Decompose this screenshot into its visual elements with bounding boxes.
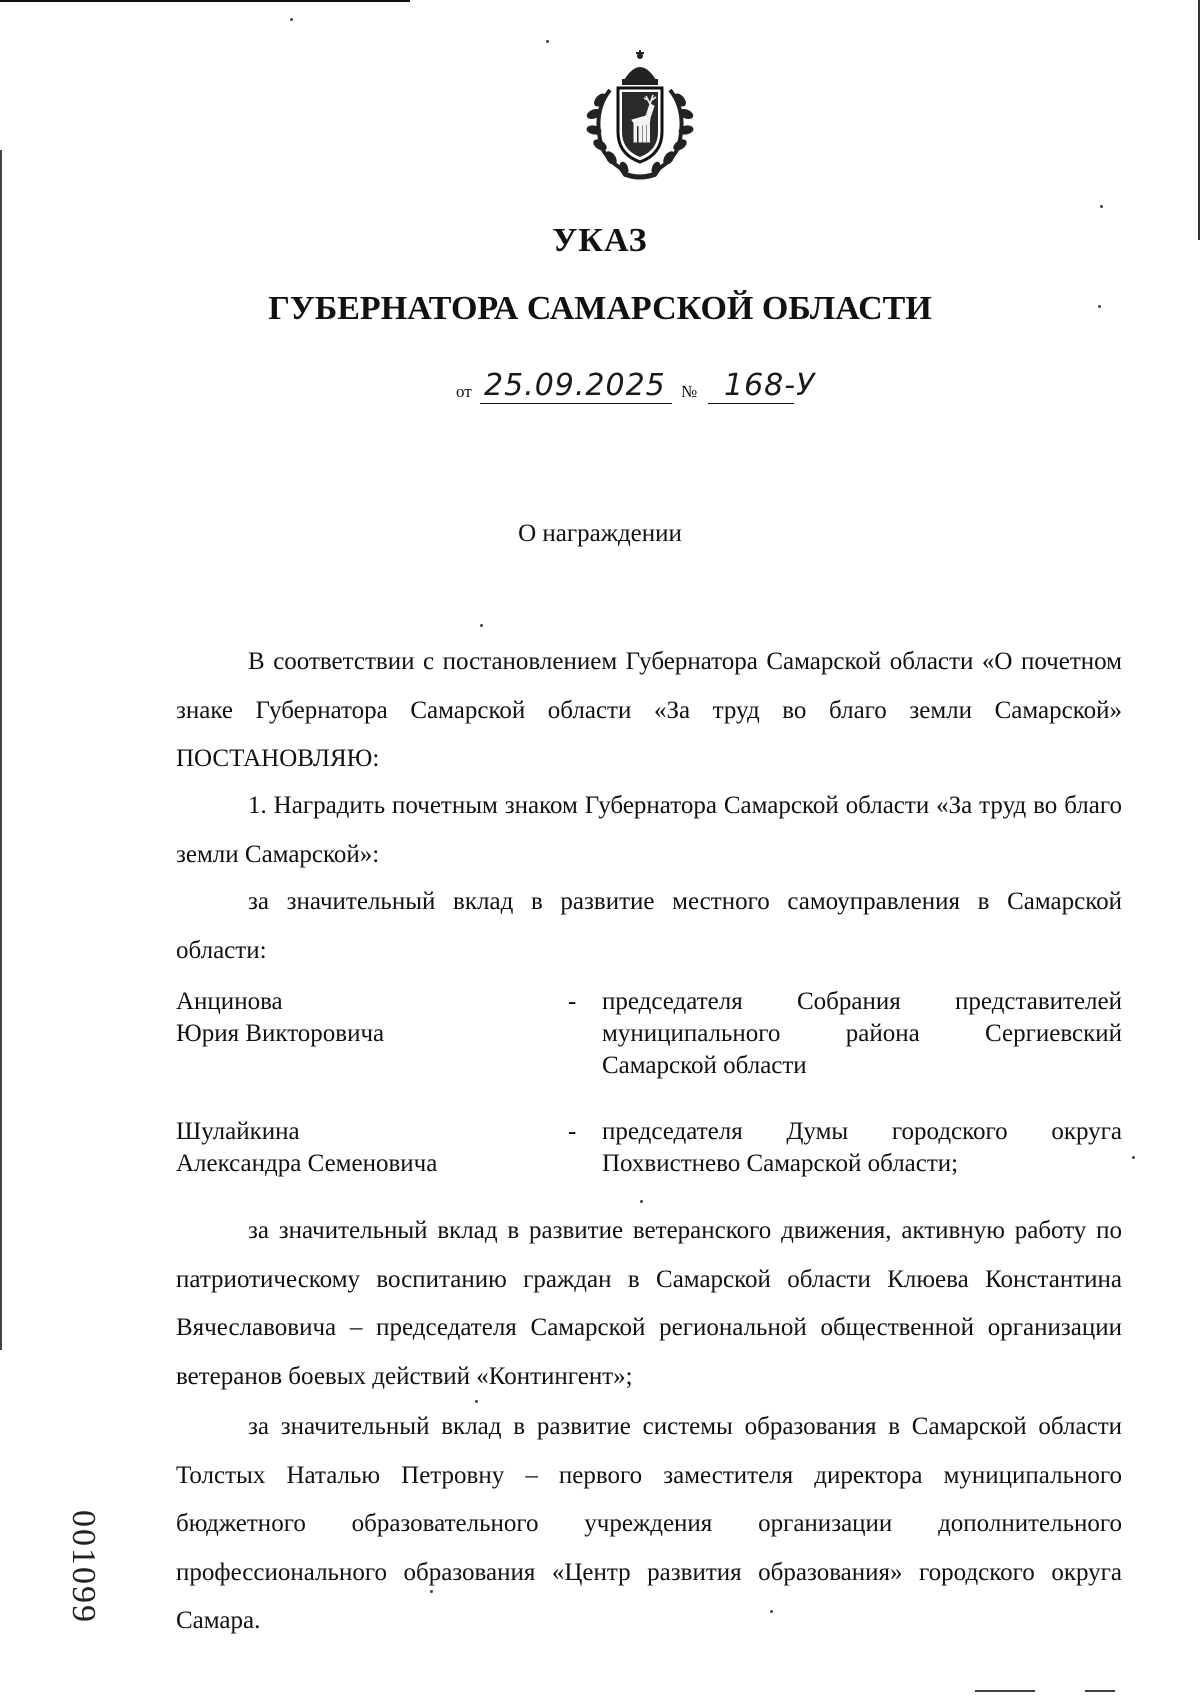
- decree-title: УКАЗ: [552, 222, 648, 259]
- handwritten-number: 168-У: [724, 368, 816, 403]
- group-2-paragraph: за значительный вклад в развитие ветеранского движения, активную работу по патриотическому воспитанию граждан в Самарской области Клюева Константина Вячеславовича – председателя Самарской региональной общественной организации ветеранов боевых действий «Контингент»;: [176, 1217, 1122, 1390]
- number-underline: [708, 403, 794, 405]
- awardee-position: председателя Собрания представителей муниципального района Сергиевский Самарской области: [602, 988, 1122, 1079]
- scan-speck: [546, 40, 549, 43]
- footer-scan-marks: [975, 1690, 1115, 1693]
- group-1-reason: за значительный вклад в развитие местного самоуправления в Самарской области:: [176, 888, 1122, 964]
- awardee-given-names: Юрия Викторовича: [176, 1020, 385, 1047]
- coat-of-arms-emblem: [580, 50, 700, 180]
- awardee-name: [176, 1116, 556, 1180]
- handwritten-date: 25.09.2025: [484, 368, 666, 403]
- decree-subject: О награждении: [518, 520, 682, 547]
- issuer-title: ГУБЕРНАТОРА САМАРСКОЙ ОБЛАСТИ: [268, 290, 932, 327]
- group-3-paragraph: за значительный вклад в развитие системы образования в Самарской области Толстых Наталью Петровну – первого заместителя директора муниципального бюджетного образовательного учреждения организации дополнительного профессионального образования «Центр развития образования» городского округа Самара.: [176, 1413, 1122, 1634]
- item-1-paragraph: 1. Наградить почетным знаком Губернатора Самарской области «За труд во благо земли Самарской»:: [176, 792, 1122, 868]
- scan-speck: [290, 18, 293, 21]
- scan-speck: [480, 624, 483, 627]
- blank-serial-number: 001099: [65, 1510, 102, 1624]
- scan-edge-left: [0, 150, 2, 1350]
- date-label: от: [456, 382, 472, 401]
- scan-speck: [640, 1200, 643, 1203]
- awardee-surname: Шулайкина: [176, 1118, 300, 1145]
- preamble-paragraph: В соответствии с постановлением Губернатора Самарской области «О почетном знаке Губернатора Самарской области «За труд во благо земли Самарской» ПОСТАНОВЛЯЮ:: [176, 648, 1122, 772]
- scan-speck: [1132, 1156, 1135, 1159]
- date-number-line: [456, 366, 836, 406]
- awardee-dash: -: [568, 1118, 577, 1145]
- date-underline: [480, 403, 672, 405]
- scan-speck: [1100, 205, 1103, 208]
- awardee-position: председателя Думы городского округа Похвистнево Самарской области;: [602, 1118, 1122, 1177]
- awardee-given-names: Александра Семеновича: [176, 1150, 438, 1177]
- number-label: №: [681, 382, 698, 401]
- awardee-surname: Анцинова: [176, 988, 283, 1015]
- awardee-dash: -: [568, 988, 577, 1015]
- scan-edge-top: [0, 0, 410, 2]
- awardee-name: [176, 986, 556, 1050]
